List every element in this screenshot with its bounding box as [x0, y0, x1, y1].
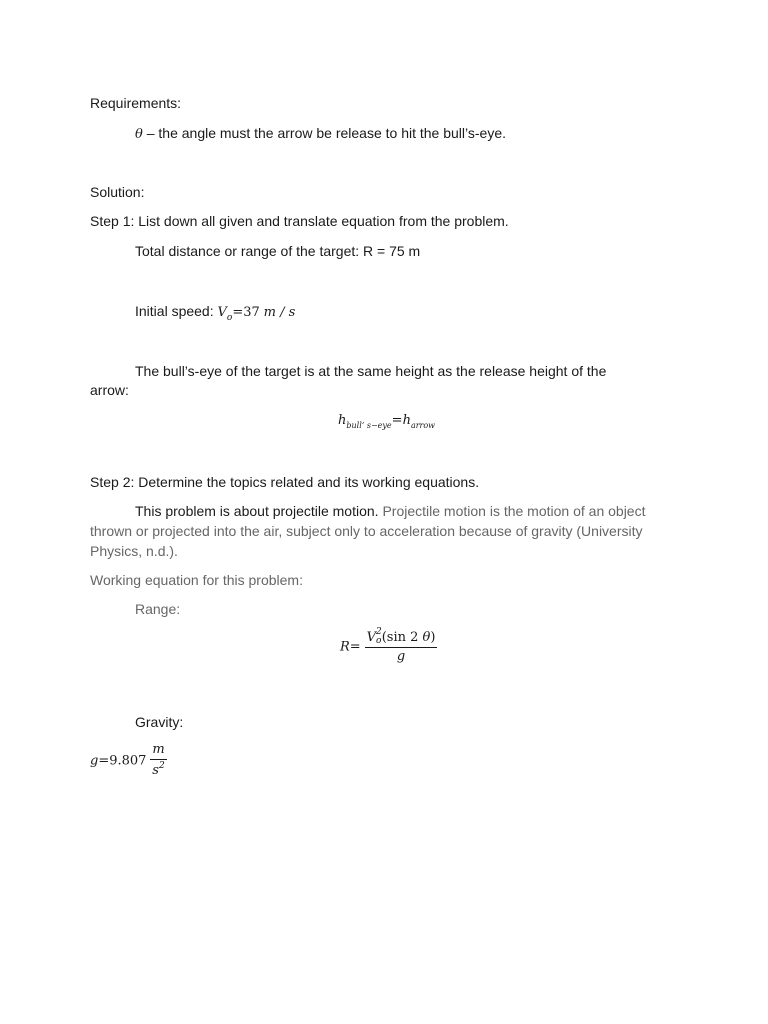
gravity-s: s [152, 763, 159, 778]
range-given: Total distance or range of the target: R = 75 m [135, 243, 421, 259]
range-eq-sign: = [349, 639, 361, 655]
height-text-line2: arrow: [90, 382, 129, 398]
gravity-value: 9.807 [109, 753, 147, 769]
gravity-s-sup: 2 [158, 761, 165, 771]
range-v-sup: 2 [375, 627, 382, 638]
range-lhs: R [340, 639, 350, 655]
gravity-equation [90, 742, 167, 780]
range-close-paren: ) [430, 630, 436, 645]
speed-label: Initial speed: [135, 303, 218, 319]
speed-v: V [217, 305, 227, 320]
theta-symbol: θ [135, 127, 143, 142]
gravity-eq-sign: = [98, 753, 110, 769]
gravity-label: Gravity: [135, 714, 184, 730]
range-denominator: g [396, 649, 406, 665]
height-equation [338, 410, 435, 431]
height-sub2: arrow [410, 421, 436, 430]
speed-unit: m / s [263, 305, 296, 320]
paragraph-gray: Projectile motion is the motion of an object thrown or projected into the air, subject only to acceleration because of gravity (University Physics, n.d.). [90, 503, 646, 559]
range-numerator [365, 628, 438, 648]
height-text-line1: The bull’s-eye of the target is at the same height as the release height of the [135, 363, 607, 379]
requirements-heading: Requirements: [90, 95, 182, 111]
initial-speed [135, 302, 295, 323]
working-equation-label: Working equation for this problem: [90, 572, 303, 588]
height-h1: h [338, 413, 347, 428]
gravity-g: g [90, 753, 99, 769]
gravity-fraction [150, 742, 166, 780]
height-sub1: bull’ s−eye [346, 421, 392, 430]
range-v: V [366, 630, 376, 645]
height-eq-sign: = [391, 413, 403, 428]
gravity-numerator: m [150, 742, 166, 760]
range-fraction [365, 628, 438, 665]
speed-v-sub: o [226, 313, 233, 323]
paragraph-dark: This problem is about projectile motion. [135, 503, 379, 519]
range-equation [340, 628, 437, 665]
solution-heading: Solution: [90, 184, 145, 200]
projectile-paragraph [90, 501, 660, 561]
range-label: Range: [135, 601, 181, 617]
requirement-text: – the angle must the arrow be release to hit the bull’s-eye. [142, 125, 507, 141]
range-v-sub: o [375, 636, 382, 647]
gravity-denominator [152, 760, 164, 780]
requirement-theta [135, 124, 506, 144]
range-theta: θ [422, 630, 431, 645]
step2-title: Step 2: Determine the topics related and its working equations. [90, 474, 480, 490]
step1-title: Step 1: List down all given and translate equation from the problem. [90, 213, 509, 229]
range-sin: sin 2 [386, 630, 423, 645]
height-h2: h [402, 413, 411, 428]
speed-eq: = [232, 305, 244, 320]
speed-value: 37 [243, 305, 260, 320]
range-open-paren: ( [381, 630, 387, 645]
